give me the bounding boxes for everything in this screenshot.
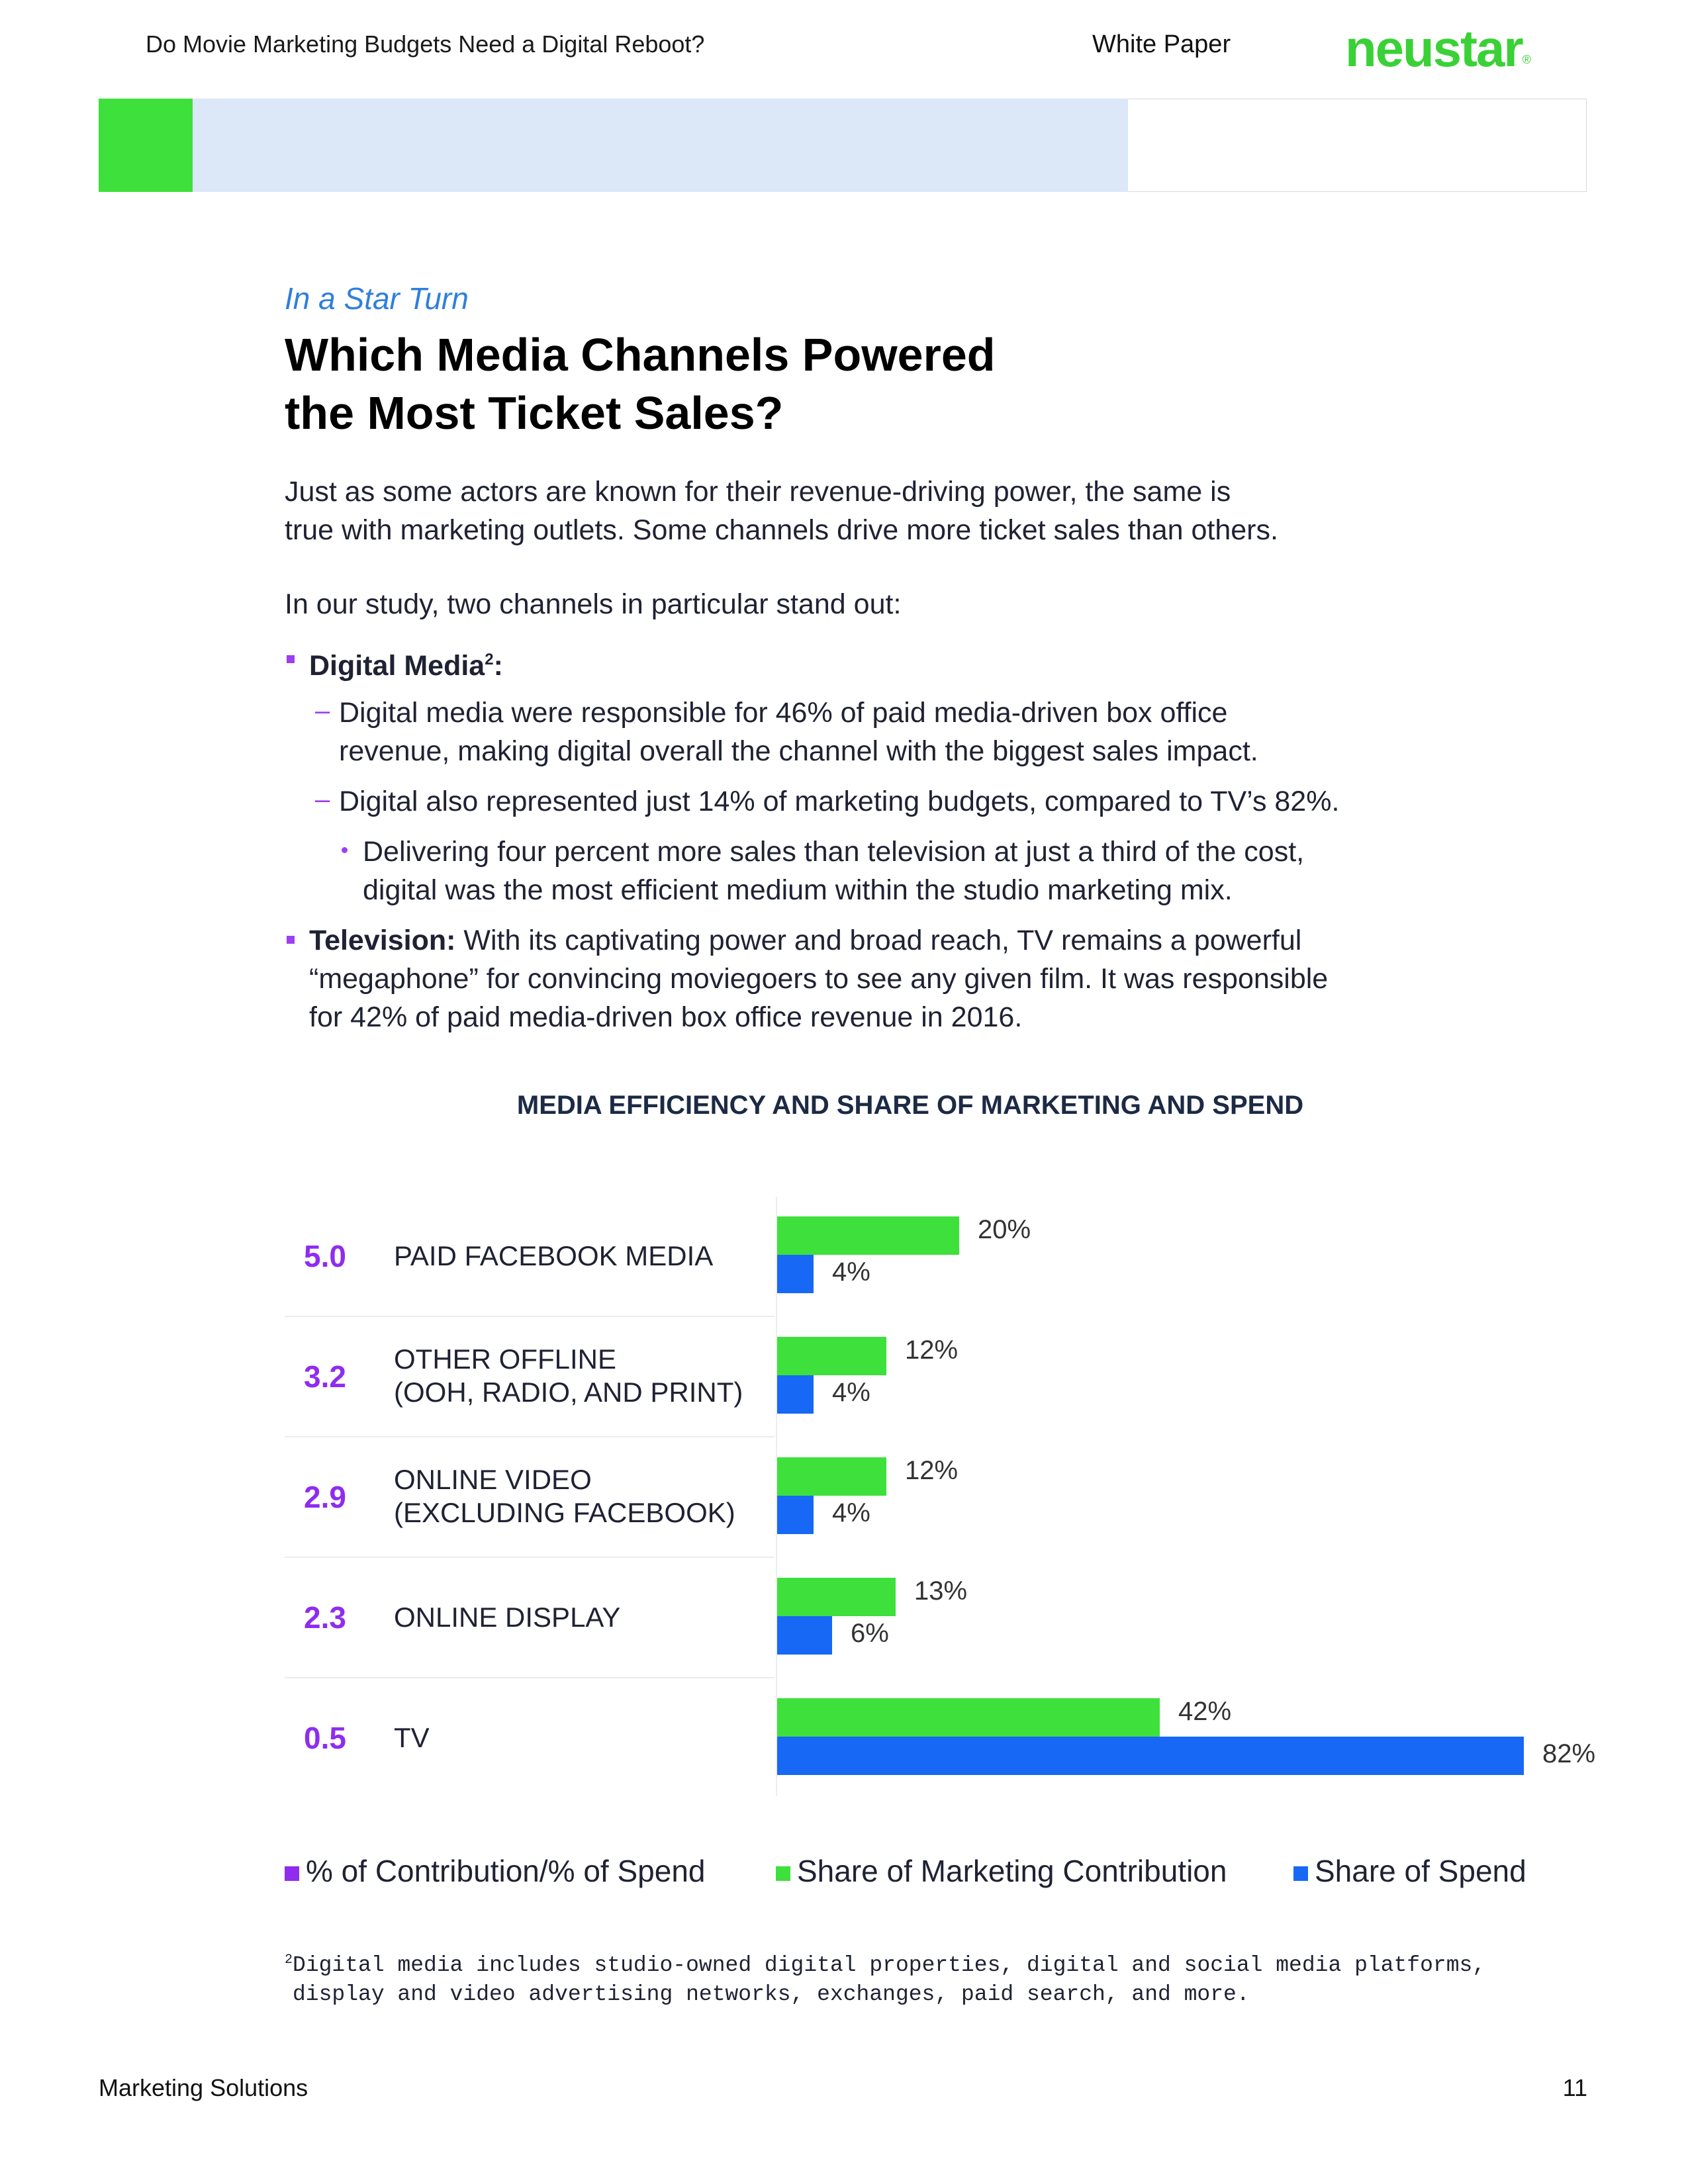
dot-bullet-icon <box>342 847 348 853</box>
category-label: OTHER OFFLINE <box>394 1343 617 1375</box>
efficiency-ratio: 0.5 <box>304 1721 346 1755</box>
tv-text: With its captivating power and broad reach, TV remains a powerful <box>455 925 1302 956</box>
bar-value-label: 4% <box>832 1498 870 1527</box>
logo-box <box>1407 99 1587 192</box>
dash-bullet-icon: – <box>315 696 330 725</box>
doc-type-label: White Paper <box>1092 30 1231 58</box>
chart-title: MEDIA EFFICIENCY AND SHARE OF MARKETING AND SPEND <box>516 1091 1304 1120</box>
logo-text: neustar <box>1345 19 1523 77</box>
bar-value-label: 82% <box>1542 1739 1596 1768</box>
bar-value-label: 12% <box>905 1336 959 1365</box>
legend-item-share-of-spend: Share of Spend <box>1315 1854 1526 1888</box>
efficiency-ratio: 2.9 <box>304 1480 346 1514</box>
intro-lead: In our study, two channels in particular stand out: <box>285 588 902 620</box>
digital-sub1-line2: revenue, making digital overall the channel with the biggest sales impact. <box>339 735 1258 767</box>
row-divider <box>285 1316 774 1317</box>
footnote-number: 2 <box>285 1952 293 1968</box>
footnote-line1-text: Digital media includes studio-owned digital properties, digital and social media platforms, <box>293 1953 1486 1978</box>
bar-value-label: 12% <box>905 1456 959 1485</box>
bullet-square-icon <box>287 655 295 663</box>
bar-share-of-marketing-contribution <box>777 1337 886 1375</box>
registered-mark: ® <box>1522 53 1532 66</box>
bar-share-of-spend <box>777 1737 1524 1775</box>
footnote-line1 <box>285 1946 1485 1980</box>
category-label: ONLINE DISPLAY <box>394 1602 621 1633</box>
row-divider <box>285 1436 774 1437</box>
neustar-logo <box>1345 19 1531 79</box>
legend-item-of-contribution-of-spend: % of Contribution/% of Spend <box>306 1854 706 1888</box>
footnote-line2: display and video advertising networks, exchanges, paid search, and more. <box>293 1982 1250 2007</box>
bar-share-of-spend <box>777 1496 814 1534</box>
section-kicker: In a Star Turn <box>285 281 469 316</box>
brand-color-block <box>99 99 193 192</box>
category-label-sub: (EXCLUDING FACEBOOK) <box>394 1497 735 1528</box>
intro-line1: Just as some actors are known for their revenue-driving power, the same is <box>285 476 1231 508</box>
tv-title: Television: <box>309 925 456 956</box>
bar-share-of-spend <box>777 1616 832 1655</box>
page-header <box>99 99 1587 192</box>
efficiency-ratio: 2.3 <box>304 1600 346 1635</box>
bar-value-label: 4% <box>832 1257 870 1287</box>
section-title <box>285 326 996 442</box>
bar-share-of-marketing-contribution <box>777 1698 1160 1737</box>
section-title-line2: the Most Ticket Sales? <box>285 387 784 439</box>
intro-line2: true with marketing outlets. Some channels drive more ticket sales than others. <box>285 514 1278 546</box>
digital-subsub-line1: Delivering four percent more sales than television at just a third of the cost, <box>363 836 1305 868</box>
legend-swatch-icon <box>285 1866 299 1881</box>
digital-title-text: Digital Media <box>309 650 485 682</box>
efficiency-ratio: 3.2 <box>304 1359 346 1394</box>
bar-value-label: 42% <box>1178 1697 1232 1726</box>
bar-share-of-marketing-contribution <box>777 1216 959 1255</box>
legend-item-share-of-marketing-contribution: Share of Marketing Contribution <box>797 1854 1227 1888</box>
bullet-square-icon <box>287 936 295 944</box>
digital-subsub-line2: digital was the most efficient medium within the studio marketing mix. <box>363 874 1233 906</box>
bullet-digital-title <box>309 641 503 685</box>
row-divider <box>285 1557 774 1558</box>
footnote <box>285 1946 1485 2009</box>
bar-share-of-marketing-contribution <box>777 1457 886 1496</box>
legend-swatch-icon <box>1293 1866 1308 1881</box>
category-label: ONLINE VIDEO <box>394 1464 592 1495</box>
digital-title-colon: : <box>493 650 503 682</box>
digital-sub1-line1: Digital media were responsible for 46% of paid media-driven box office <box>339 697 1228 729</box>
bullet-tv-line2: “megaphone” for convincing moviegoers to see any given film. It was responsible <box>309 963 1329 995</box>
bar-value-label: 20% <box>978 1215 1031 1244</box>
category-label: PAID FACEBOOK MEDIA <box>394 1240 714 1271</box>
category-label: TV <box>394 1722 430 1753</box>
bar-value-label: 4% <box>832 1378 870 1407</box>
footer-section-label: Marketing Solutions <box>99 2074 308 2101</box>
efficiency-ratio: 5.0 <box>304 1239 346 1273</box>
bar-share-of-spend <box>777 1255 814 1293</box>
bar-value-label: 6% <box>851 1619 889 1648</box>
bar-value-label: 13% <box>914 1576 968 1606</box>
bar-share-of-spend <box>777 1375 814 1414</box>
category-label-sub: (OOH, RADIO, AND PRINT) <box>394 1377 743 1408</box>
bar-share-of-marketing-contribution <box>777 1578 896 1616</box>
doc-title: Do Movie Marketing Budgets Need a Digital Reboot? <box>146 30 705 58</box>
page-number: 11 <box>1562 2074 1587 2101</box>
row-divider <box>285 1677 774 1678</box>
doc-type-box <box>1128 99 1407 192</box>
bullet-tv-line3: for 42% of paid media-driven box office revenue in 2016. <box>309 1001 1023 1033</box>
legend-swatch-icon <box>776 1866 790 1881</box>
dash-bullet-icon: – <box>315 785 330 814</box>
bullet-tv-line1 <box>309 921 1301 960</box>
doc-title-bar <box>193 99 1128 192</box>
footnote-ref: 2 <box>485 651 494 668</box>
digital-sub2: Digital also represented just 14% of marketing budgets, compared to TV’s 82%. <box>339 786 1340 817</box>
section-title-line1: Which Media Channels Powered <box>285 329 996 381</box>
